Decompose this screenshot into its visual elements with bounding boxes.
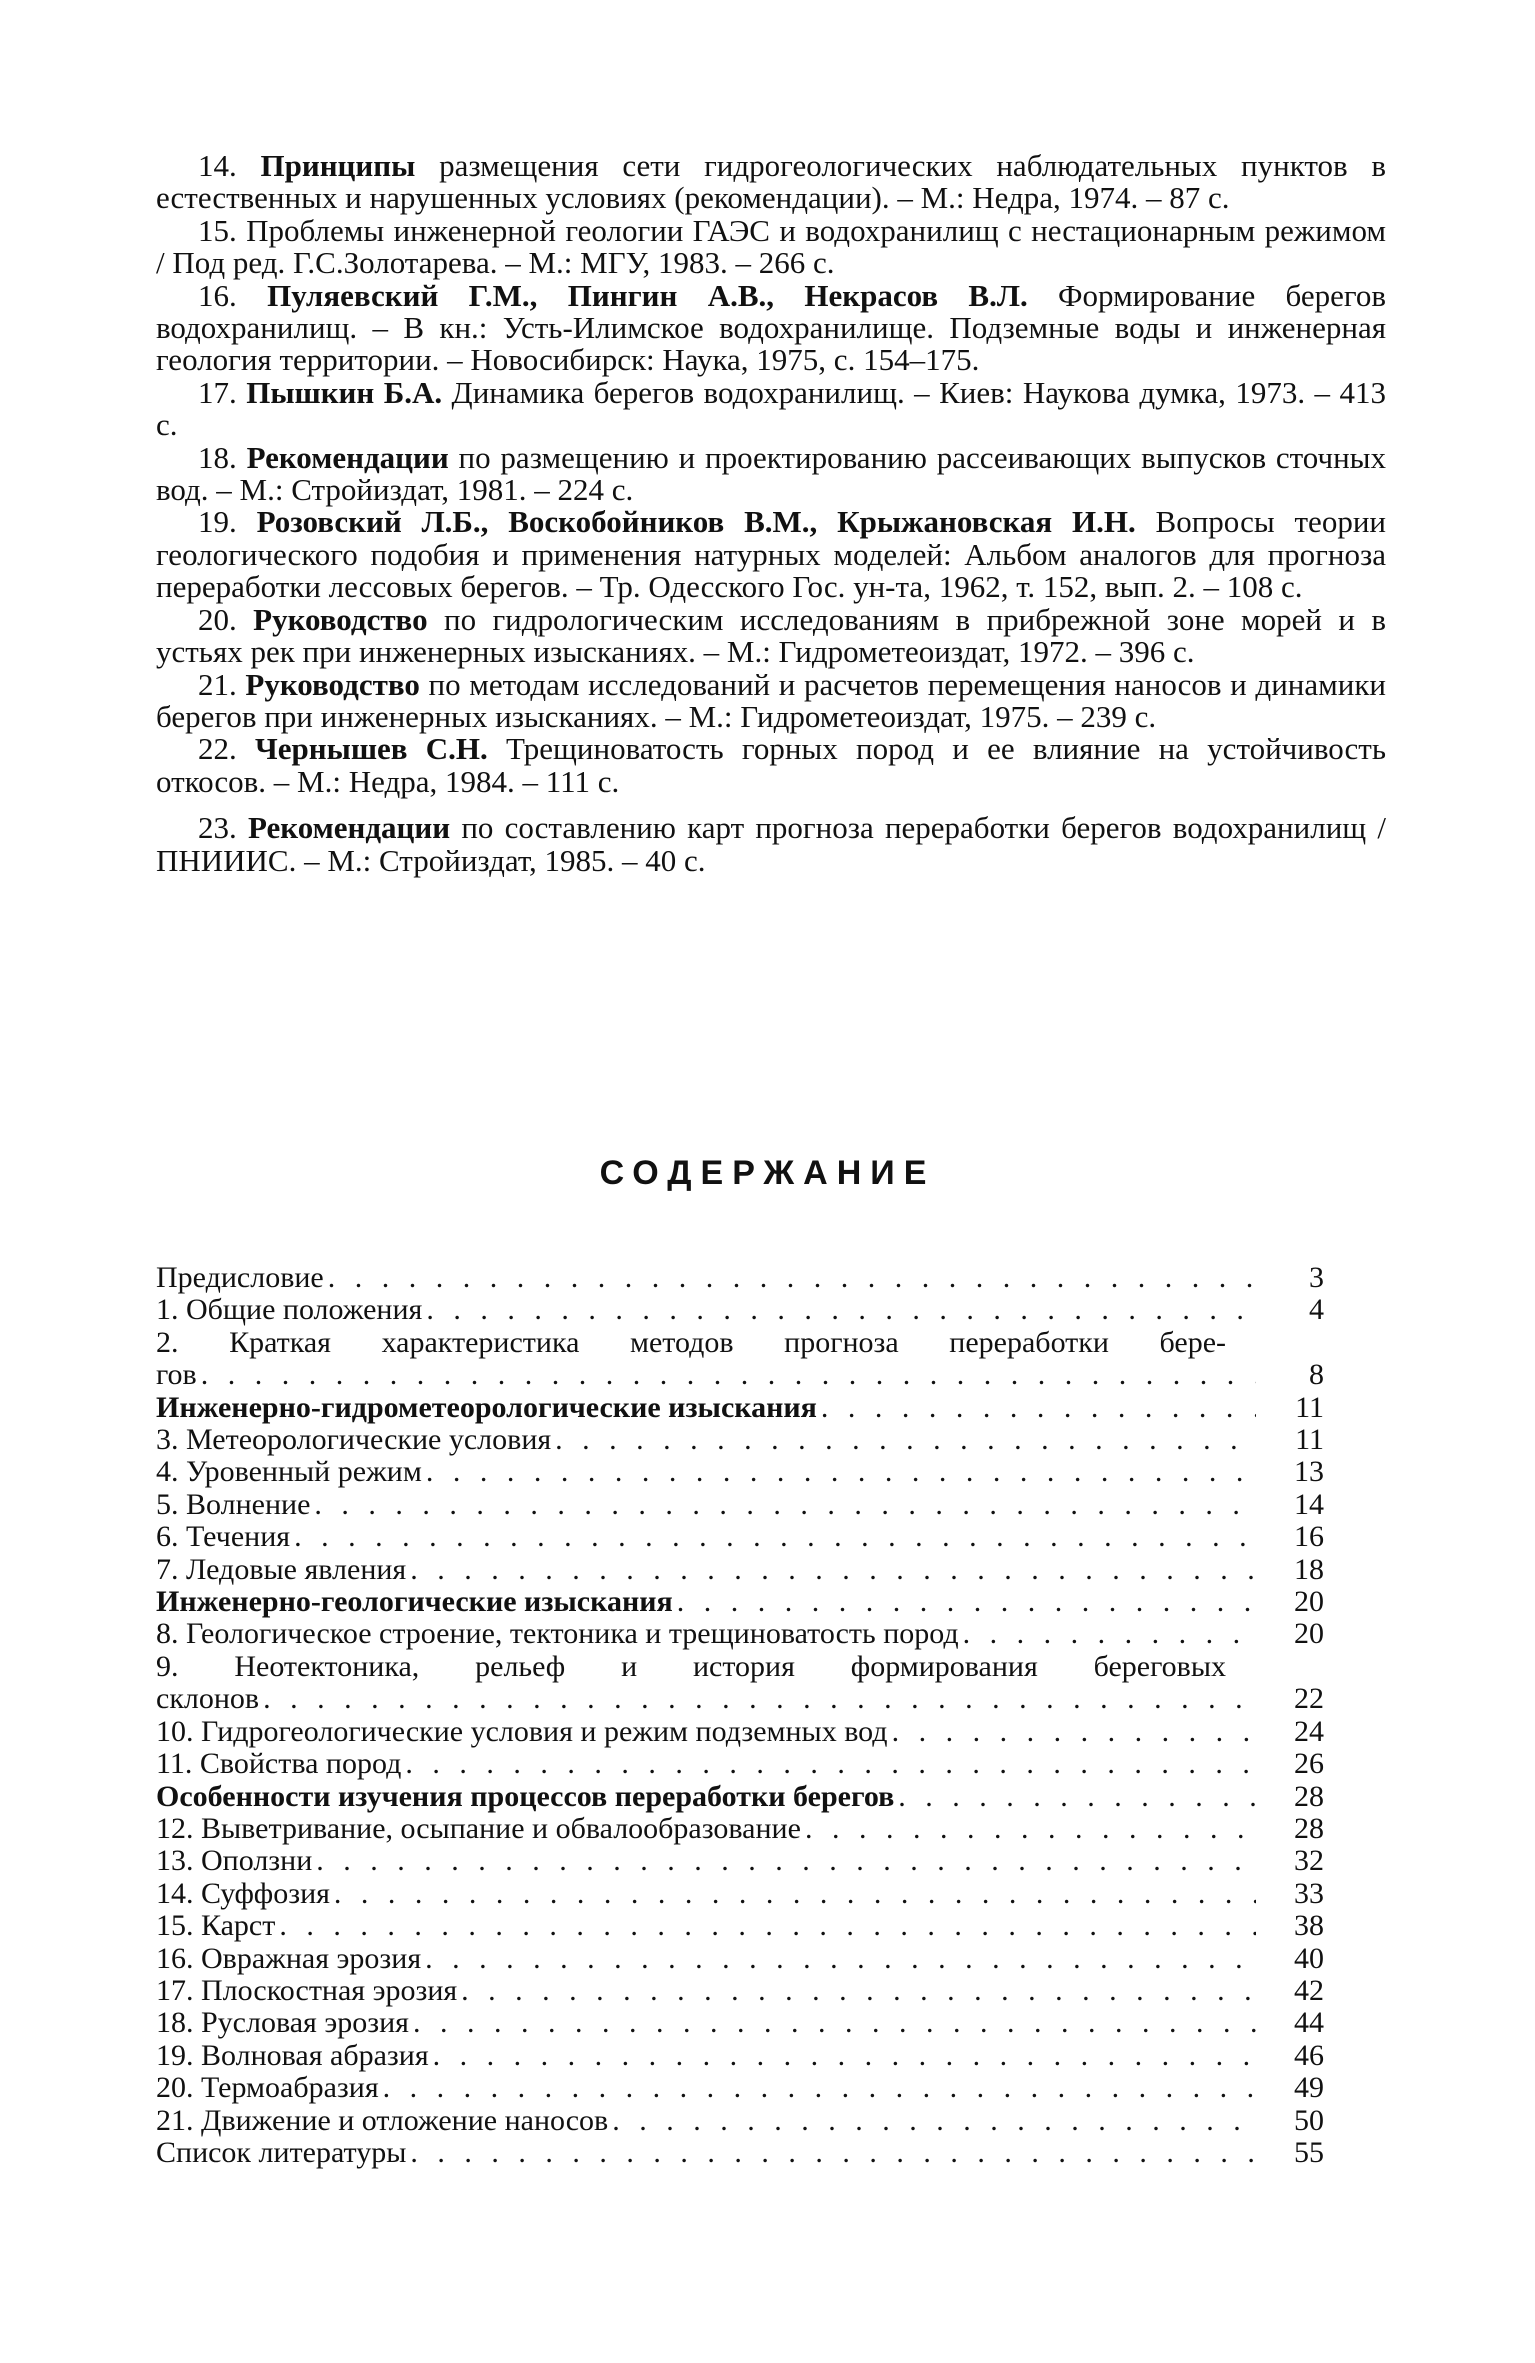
reference-authors: Принципы bbox=[260, 148, 416, 183]
toc-entry-title: 11. Свойства пород bbox=[156, 1747, 402, 1781]
toc-entry bbox=[156, 1975, 1324, 2007]
reference-authors: Рекомендации bbox=[247, 810, 451, 846]
toc-entry-title: 4. Уровенный режим bbox=[156, 1455, 422, 1489]
toc-entry-title: 3. Метеорологические условия bbox=[156, 1423, 552, 1457]
toc-entry bbox=[156, 1424, 1324, 1456]
toc-entry-title: 10. Гидрогеологические условия и режим подземных вод bbox=[156, 1714, 888, 1748]
toc-entry-title: 7. Ледовые явления bbox=[156, 1552, 407, 1586]
toc-entry-page: 11 bbox=[1295, 1423, 1324, 1457]
toc-leader-dots bbox=[201, 1359, 1256, 1391]
toc-leader-dots bbox=[425, 1943, 1256, 1975]
toc-entry-page: 4 bbox=[1309, 1293, 1324, 1327]
toc-entry-page: 22 bbox=[1294, 1682, 1324, 1716]
toc-leader-dots bbox=[898, 1781, 1256, 1813]
toc-entry-continuation bbox=[156, 1683, 1324, 1715]
toc-entry-page: 18 bbox=[1294, 1552, 1324, 1586]
reference-authors: Руководство bbox=[253, 601, 428, 637]
toc-entry-title: 17. Плоскостная эрозия bbox=[156, 1973, 458, 2007]
toc-leader-dots bbox=[334, 1878, 1256, 1910]
reference-list bbox=[156, 150, 1386, 877]
toc-entry-page: 55 bbox=[1294, 2135, 1324, 2169]
reference-text: Вопросы теории геологического подобия и применения натурных моделей: Альбом аналогов для прогноза переработки лессовых берегов. – Тр. Одесского Гос. ун-та, 1962, т. 152, вып. 2. – 108 с. bbox=[156, 504, 1386, 605]
toc-leader-dots bbox=[383, 2072, 1256, 2104]
reference-authors: Рекомендации bbox=[246, 439, 449, 475]
toc-entry-page: 24 bbox=[1294, 1714, 1324, 1748]
toc-entry-title: Особенности изучения процессов переработки берегов bbox=[156, 1779, 895, 1813]
reference-number: 14. bbox=[198, 148, 237, 183]
toc-entry-page: 38 bbox=[1294, 1909, 1324, 1943]
reference-number: 19. bbox=[198, 504, 237, 540]
toc-leader-dots bbox=[316, 1845, 1256, 1877]
toc-entry-title: 18. Русловая эрозия bbox=[156, 2006, 409, 2040]
toc-entry-title: Предисловие bbox=[156, 1261, 324, 1294]
toc-entry-title: 8. Геологическое строение, тектоника и трещиноватость пород bbox=[156, 1617, 959, 1651]
reference-number: 20. bbox=[198, 601, 237, 637]
toc-entry bbox=[156, 1748, 1324, 1780]
reference-item bbox=[156, 150, 1386, 215]
toc-entry-page: 50 bbox=[1294, 2103, 1324, 2137]
toc-leader-dots bbox=[294, 1521, 1256, 1553]
toc-entry bbox=[156, 2105, 1324, 2137]
reference-text: Трещиноватость горных пород и ее влияние на устойчивость откосов. – М.: Недра, 1984. – 111 с. bbox=[156, 731, 1386, 799]
toc-entry-title: 15. Карст bbox=[156, 1909, 276, 1943]
toc-leader-dots bbox=[263, 1683, 1256, 1715]
toc-entry-title-continued: склонов bbox=[156, 1682, 260, 1716]
toc-entry bbox=[156, 1392, 1324, 1424]
reference-text: по гидрологическим исследованиям в прибрежной зоне морей и в устьях рек при инженерных изысканиях. – М.: Гидрометеоиздат, 1972. – 396 с. bbox=[156, 601, 1387, 670]
toc-leader-dots bbox=[677, 1586, 1256, 1618]
toc-leader-dots bbox=[426, 1294, 1256, 1326]
toc-entry bbox=[156, 1521, 1324, 1553]
reference-text: по методам исследований и расчетов перемещения наносов и динамики берегов при инженерных изысканиях. – М.: Гидрометеоиздат, 1975. – 239 с. bbox=[156, 666, 1386, 734]
toc-entry-title: 19. Волновая абразия bbox=[156, 2038, 429, 2072]
toc-entry-page: 28 bbox=[1294, 1811, 1324, 1845]
toc-leader-dots bbox=[410, 2137, 1256, 2169]
toc-entry-page: 14 bbox=[1294, 1487, 1324, 1521]
toc-leader-dots bbox=[410, 1554, 1256, 1586]
toc-entry bbox=[156, 1489, 1324, 1521]
toc-entry bbox=[156, 1586, 1324, 1618]
toc-entry-page: 20 bbox=[1294, 1617, 1324, 1651]
toc-entry-title: 12. Выветривание, осыпание и обвалообразование bbox=[156, 1811, 801, 1845]
toc-entry bbox=[156, 2007, 1324, 2039]
toc-entry bbox=[156, 1294, 1324, 1326]
toc-entry bbox=[156, 1813, 1324, 1845]
toc-entry-title: Инженерно-геологические изыскания bbox=[156, 1585, 673, 1619]
toc-entry bbox=[156, 1327, 1324, 1392]
toc-entry-title: 2. Краткая характеристика методов прогноза переработки бере- bbox=[156, 1325, 1226, 1359]
toc-entry-title: 14. Суффозия bbox=[156, 1876, 330, 1910]
toc-entry-page: 46 bbox=[1294, 2038, 1324, 2072]
toc-entry-title: 1. Общие положения bbox=[156, 1293, 423, 1327]
toc-entry-title: 13. Оползни bbox=[156, 1844, 313, 1878]
toc-entry-page: 28 bbox=[1294, 1779, 1324, 1813]
toc-entry-title: 5. Волнение bbox=[156, 1487, 311, 1521]
toc-leader-dots bbox=[892, 1716, 1256, 1748]
toc-entry bbox=[156, 1845, 1324, 1877]
reference-item bbox=[156, 812, 1386, 877]
toc-leader-dots bbox=[314, 1489, 1256, 1521]
toc-entry bbox=[156, 2137, 1324, 2169]
reference-text: Проблемы инженерной геологии ГАЭС и водохранилищ с нестационарным режимом / Под ред. Г.С.Золотарева. – М.: МГУ, 1983. – 266 с. bbox=[156, 212, 1386, 281]
toc-entry-page: 13 bbox=[1294, 1455, 1324, 1489]
reference-text: размещения сети гидрогеологических наблюдательных пунктов в естественных и нарушенных условиях (рекомендации). – М.: Недра, 1974. – 87 с. bbox=[156, 148, 1387, 216]
toc-entry bbox=[156, 2040, 1324, 2072]
reference-item bbox=[156, 733, 1386, 798]
toc-entry-page: 8 bbox=[1309, 1358, 1324, 1392]
toc-entry-title-continued: гов bbox=[156, 1358, 197, 1392]
table-of-contents bbox=[156, 1262, 1324, 2169]
toc-leader-dots bbox=[612, 2105, 1256, 2137]
reference-number: 23. bbox=[198, 810, 237, 846]
reference-item bbox=[156, 506, 1386, 603]
toc-entry-page: 33 bbox=[1294, 1876, 1324, 1910]
toc-entry-page: 44 bbox=[1294, 2006, 1324, 2040]
toc-entry-page: 32 bbox=[1294, 1844, 1324, 1878]
toc-leader-dots bbox=[461, 1975, 1256, 2007]
toc-entry-continuation bbox=[156, 1359, 1324, 1391]
toc-leader-dots bbox=[433, 2040, 1256, 2072]
toc-leader-dots bbox=[821, 1392, 1256, 1424]
toc-entry bbox=[156, 1618, 1324, 1650]
toc-entry-page: 11 bbox=[1295, 1390, 1324, 1424]
reference-text: Динамика берегов водохранилищ. – Киев: Наукова думка, 1973. – 413 с. bbox=[156, 374, 1386, 443]
toc-entry-page: 20 bbox=[1294, 1585, 1324, 1619]
reference-text: по размещению и проектированию рассеивающих выпусков сточных вод. – М.: Стройиздат, 1981. – 224 с. bbox=[156, 439, 1386, 508]
reference-number: 16. bbox=[198, 277, 237, 313]
toc-entry bbox=[156, 1910, 1324, 1942]
toc-leader-dots bbox=[413, 2007, 1256, 2039]
toc-leader-dots bbox=[328, 1262, 1256, 1294]
reference-authors: Руководство bbox=[245, 666, 420, 702]
toc-leader-dots bbox=[405, 1748, 1256, 1780]
reference-text: по составлению карт прогноза переработки берегов водохранилищ / ПНИИИС. – М.: Стройиздат, 1985. – 40 с. bbox=[156, 810, 1386, 878]
toc-entry bbox=[156, 1781, 1324, 1813]
reference-item bbox=[156, 212, 1386, 281]
toc-entry-page: 40 bbox=[1294, 1941, 1324, 1975]
toc-entry bbox=[156, 1943, 1324, 1975]
reference-item bbox=[156, 277, 1387, 378]
toc-entry-page: 3 bbox=[1309, 1261, 1324, 1294]
toc-entry-title: Список литературы bbox=[156, 2135, 407, 2169]
toc-entry-title: 9. Неотектоника, рельеф и история формирования береговых bbox=[156, 1649, 1226, 1683]
toc-entry bbox=[156, 1554, 1324, 1586]
contents-heading: СОДЕРЖАНИЕ bbox=[599, 1154, 936, 1192]
reference-number: 15. bbox=[198, 212, 237, 248]
toc-entry bbox=[156, 1262, 1324, 1294]
toc-entry-page: 42 bbox=[1294, 1973, 1324, 2007]
toc-entry-title: 20. Термоабразия bbox=[156, 2071, 379, 2105]
toc-entry bbox=[156, 1651, 1324, 1716]
reference-item bbox=[156, 374, 1386, 443]
toc-entry-page: 16 bbox=[1294, 1520, 1324, 1554]
toc-leader-dots bbox=[963, 1618, 1256, 1650]
toc-leader-dots bbox=[805, 1813, 1256, 1845]
reference-number: 18. bbox=[198, 439, 237, 475]
toc-leader-dots bbox=[279, 1910, 1256, 1942]
toc-entry bbox=[156, 1716, 1324, 1748]
toc-entry-title: 6. Течения bbox=[156, 1520, 291, 1554]
reference-number: 22. bbox=[198, 731, 237, 767]
reference-number: 21. bbox=[198, 666, 237, 702]
toc-entry-page: 26 bbox=[1294, 1747, 1324, 1781]
reference-number: 17. bbox=[198, 374, 237, 410]
reference-text: Формирование берегов водохранилищ. – В кн.: Усть-Илимское водохранилище. Подземные воды и инженерная геология территории. – Новосибирск: Наука, 1975, с. 154–175. bbox=[156, 277, 1387, 378]
reference-authors: Чернышев С.Н. bbox=[255, 731, 488, 767]
reference-item bbox=[156, 439, 1386, 508]
toc-entry bbox=[156, 1456, 1324, 1488]
toc-entry-page: 49 bbox=[1294, 2071, 1324, 2105]
toc-leader-dots bbox=[555, 1424, 1256, 1456]
reference-authors: Пуляевский Г.М., Пингин А.В., Некрасов В.Л. bbox=[267, 277, 1028, 313]
toc-entry bbox=[156, 2072, 1324, 2104]
reference-item bbox=[156, 601, 1387, 670]
reference-item bbox=[156, 666, 1386, 734]
toc-entry-title: 16. Овражная эрозия bbox=[156, 1941, 422, 1975]
reference-authors: Розовский Л.Б., Воскобойников В.М., Крыжановская И.Н. bbox=[256, 504, 1136, 540]
toc-leader-dots bbox=[426, 1456, 1256, 1488]
toc-entry-title: 21. Движение и отложение наносов bbox=[156, 2103, 609, 2137]
toc-entry-title: Инженерно-гидрометеорологические изыскания bbox=[156, 1390, 817, 1424]
reference-authors: Пышкин Б.А. bbox=[246, 374, 443, 410]
toc-entry bbox=[156, 1878, 1324, 1910]
